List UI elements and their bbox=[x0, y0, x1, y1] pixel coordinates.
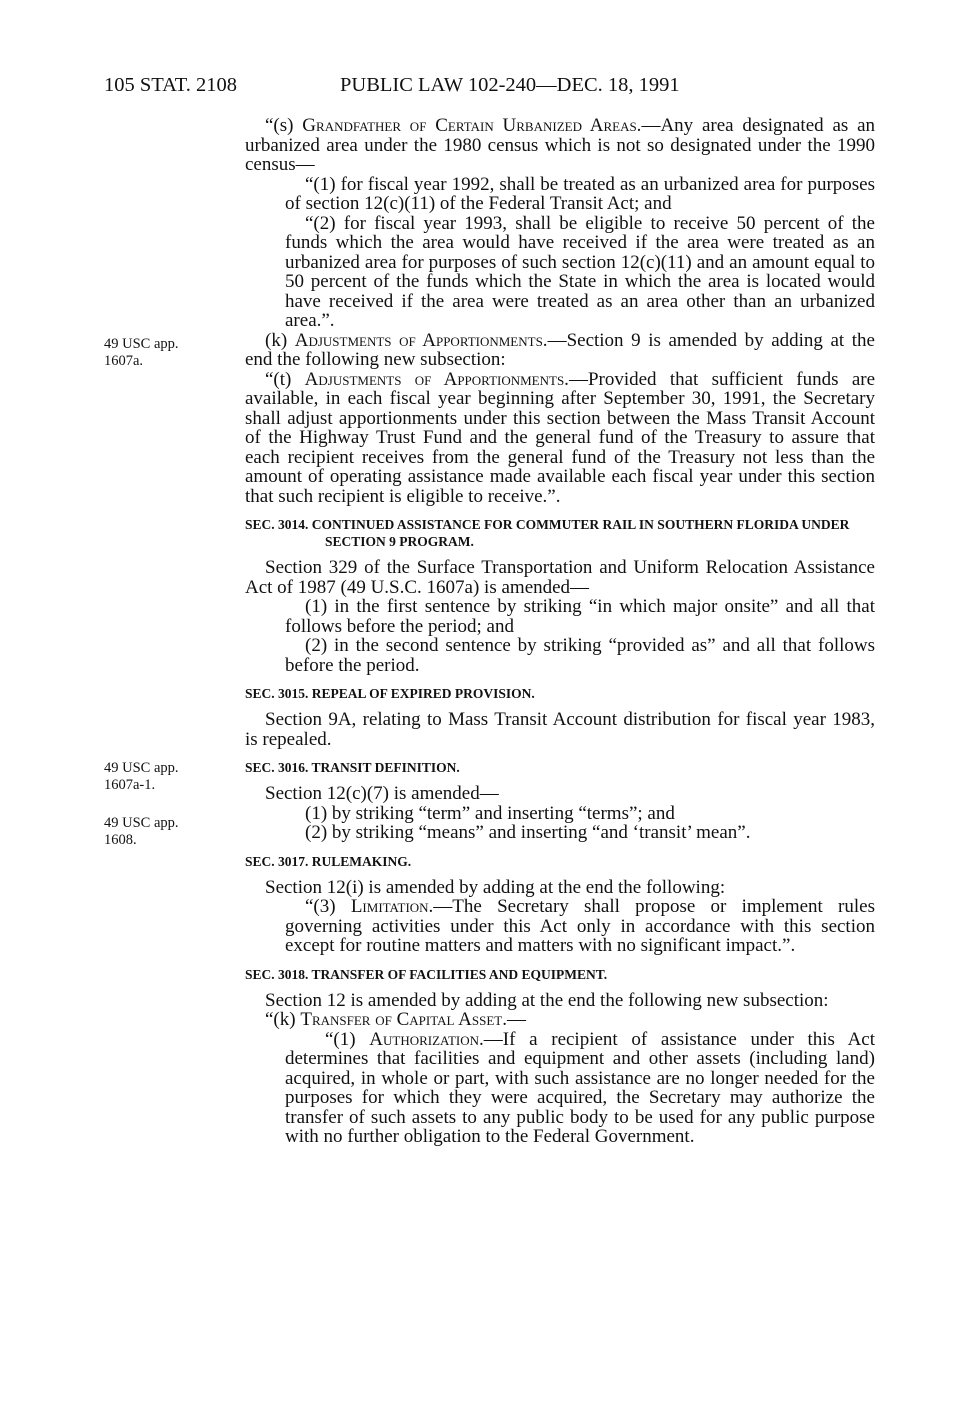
section-heading-3016: SEC. 3016. TRANSIT DEFINITION. bbox=[245, 760, 460, 775]
clause-open: “(s) bbox=[265, 115, 303, 136]
paragraph-text: —The Secretary shall propose or implement rules governing activities under this Act only in accordance with this section except for routine matters and matters with no significant impact.”. bbox=[285, 896, 875, 956]
margin-note bbox=[104, 336, 179, 370]
section-heading-3017: SEC. 3017. RULEMAKING. bbox=[245, 853, 412, 869]
paragraph-text: —Provided that sufficient funds are available, in each fiscal year beginning after September 30, 1991, the Secretary shall adjust apportionments under this section between the Mass Transit Account of the Highway Trust Fund and the general fund of the Treasury to assure that each recipient receives from the general fund of the Treasury not less than the amount of operating assistance made available each fiscal year under this section that such recipient is eligible to receive.”. bbox=[245, 368, 876, 507]
running-header: PUBLIC LAW 102-240—DEC. 18, 1991 bbox=[340, 74, 680, 96]
paragraph: Section 329 of the Surface Transportation and Uniform Relocation Assistance Act of 1987 (49 U.S.C. 1607a) is amended— bbox=[245, 557, 875, 598]
paragraph-authorization bbox=[245, 1030, 875, 1147]
clause-open: “(k) bbox=[265, 1009, 301, 1030]
subsection-k bbox=[245, 331, 875, 370]
margin-note-line: 49 USC app. bbox=[104, 336, 179, 352]
paragraph: “(1) for fiscal year 1992, shall be treated as an urbanized area for purposes of section 12(c)(11) of the Federal Transit Act; and bbox=[285, 173, 875, 214]
paragraph-text: —Any area designated as an urbanized area under the 1980 census which is not so designated under the 1990 census— bbox=[245, 115, 876, 175]
clause-open: “(3) bbox=[305, 896, 351, 917]
margin-note bbox=[104, 815, 179, 849]
margin-note-line: 49 USC app. bbox=[104, 815, 179, 831]
paragraph: (1) in the first sentence by striking “in which major onsite” and all that follows before the period; and bbox=[285, 596, 875, 637]
paragraph: (2) in the second sentence by striking “provided as” and all that follows before the period. bbox=[285, 635, 875, 676]
subsection-heading: Adjustments of Apportionments. bbox=[304, 368, 569, 390]
subsection-heading: Limitation. bbox=[350, 896, 434, 917]
subsection-t bbox=[245, 370, 875, 507]
section-heading-3014: SEC. 3014. CONTINUED ASSISTANCE FOR COMMUTER RAIL IN SOUTHERN FLORIDA UNDER SECTION 9 PROGRAM. bbox=[245, 517, 850, 549]
paragraph-text: —Section 9 is amended by adding at the end the following new subsection: bbox=[245, 329, 875, 370]
margin-note-line: 1608. bbox=[104, 832, 137, 848]
subsection-s bbox=[245, 116, 875, 175]
section-heading-3018: SEC. 3018. TRANSFER OF FACILITIES AND EQUIPMENT. bbox=[245, 966, 608, 982]
clause-open: (k) bbox=[265, 329, 295, 351]
paragraph: Section 12 is amended by adding at the end the following new subsection: bbox=[265, 989, 829, 1011]
paragraph-text: — bbox=[506, 1009, 526, 1030]
section-heading-3015: SEC. 3015. REPEAL OF EXPIRED PROVISION. bbox=[245, 686, 535, 701]
paragraph: (1) by striking “term” and inserting “terms”; and bbox=[305, 802, 675, 824]
subsection-heading: Transfer of Capital Asset. bbox=[300, 1009, 507, 1030]
paragraph: Section 12(i) is amended by adding at the end the following: bbox=[265, 876, 726, 898]
paragraph-text: —If a recipient of assistance under this Act determines that facilities and equipment and other assets (including land) acquired, in whole or part, with such assistance are no longer needed for the purposes for which they were acquired, the Secretary may authorize the transfer of such assets to any public body to be used for any public purpose with no further obligation to the Federal Government. bbox=[285, 1028, 876, 1147]
margin-note-line: 1607a-1. bbox=[104, 777, 156, 793]
margin-note-line: 1607a. bbox=[104, 353, 144, 369]
paragraph: Section 12(c)(7) is amended— bbox=[265, 783, 499, 804]
paragraph: (2) by striking “means” and inserting “and ‘transit’ mean”. bbox=[305, 822, 751, 843]
clause-open: “(1) bbox=[325, 1028, 370, 1050]
paragraph-limitation bbox=[245, 897, 875, 956]
margin-note-line: 49 USC app. bbox=[104, 760, 179, 776]
subsection-heading: Grandfather of Certain Urbanized Areas. bbox=[302, 115, 642, 136]
paragraph: Section 9A, relating to Mass Transit Account distribution for fiscal year 1983, is repealed. bbox=[245, 709, 875, 750]
paragraph: “(2) for fiscal year 1993, shall be eligible to receive 50 percent of the funds which the area would have received if the area were treated as an urbanized area for purposes of such section 12(c)(11) and an amount equal to 50 percent of the funds which the State in which the area is located would have received if the area were treated as an area other than an urbanized area.”. bbox=[285, 212, 875, 331]
page-stat-citation: 105 STAT. 2108 bbox=[104, 74, 237, 96]
page-body bbox=[245, 116, 875, 1147]
subsection-heading: Authorization. bbox=[369, 1028, 484, 1050]
subsection-k-transfer bbox=[245, 1010, 875, 1030]
margin-note bbox=[104, 760, 179, 794]
subsection-heading: Adjustments of Apportionments. bbox=[294, 329, 548, 351]
clause-open: “(t) bbox=[265, 368, 305, 390]
